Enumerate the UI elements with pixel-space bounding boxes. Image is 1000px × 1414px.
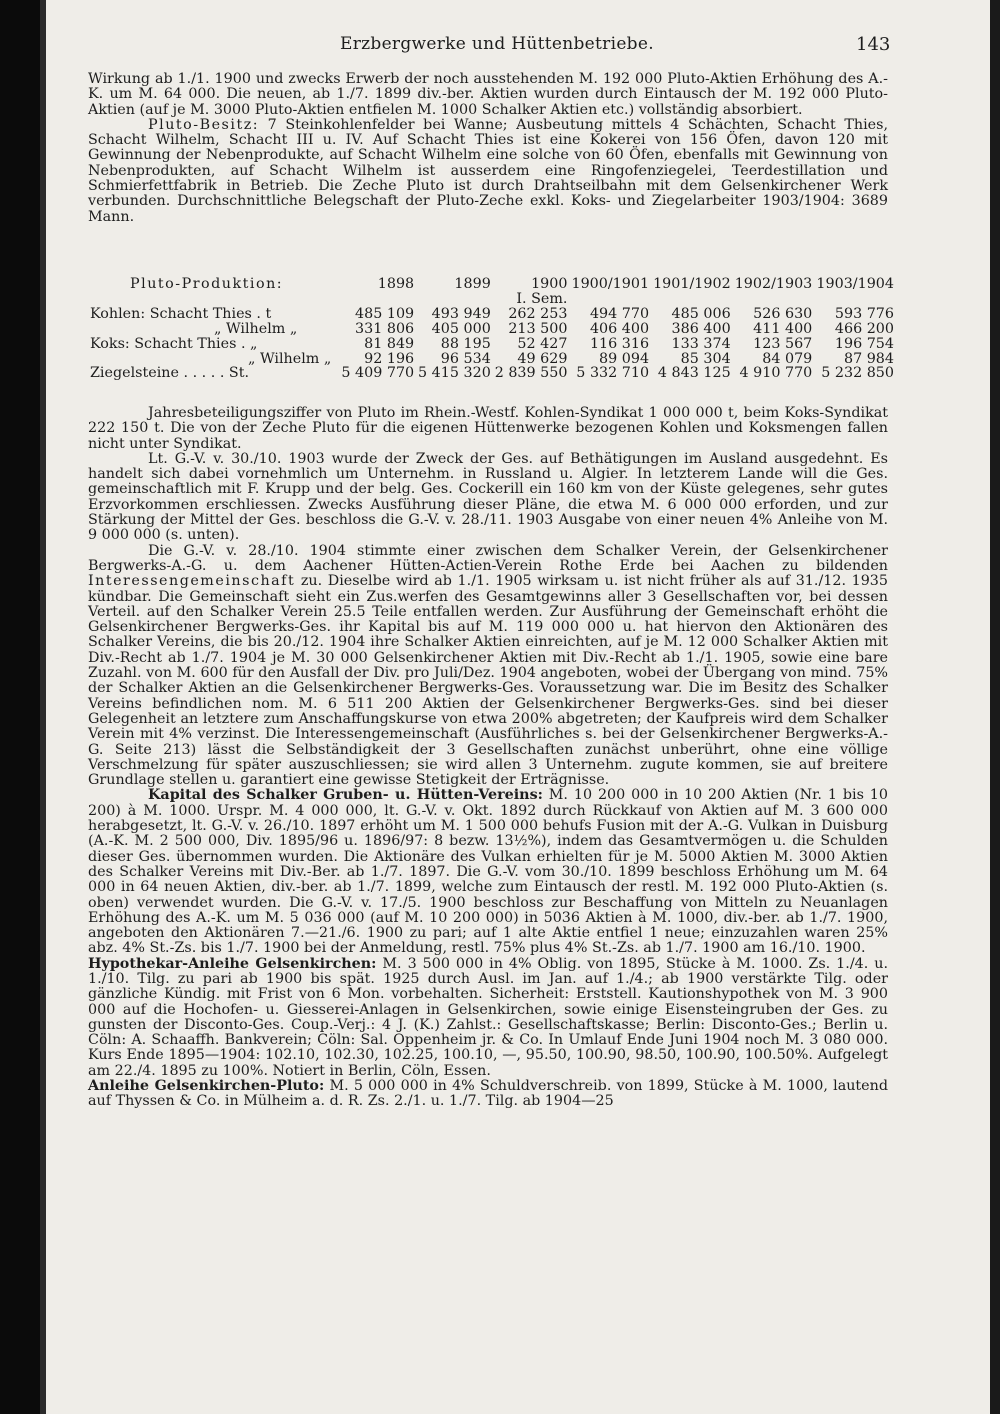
row-label: Ziegelsteine . . . . . St. <box>90 365 250 382</box>
table-cell: 494 770 <box>589 306 650 323</box>
section-body <box>88 406 888 1110</box>
paragraph-pluto-besitz <box>88 118 888 225</box>
table-cell: 213 500 <box>508 321 568 338</box>
table-cell: 5 232 850 <box>821 365 894 382</box>
page-right-edge <box>990 0 1000 1414</box>
year-1901-1902: 1901/1902 <box>653 276 731 292</box>
anleihe-pluto-label: Anleihe Gelsenkirchen-Pluto: <box>88 1078 325 1095</box>
paragraph-beteiligung: Jahresbeteiligungsziffer von Pluto im Rhein.-Westf. Kohlen-Syndikat 1 000 000 t, beim Koks-Syndikat 222 150 t. Die von der Zeche Pluto für die eigenen Hüttenwerke bezogenen Kohlen und Koksmengen fallen nicht unter Syndikat. <box>88 405 888 452</box>
table-cell: 485 109 <box>355 306 415 323</box>
row-label: Kohlen: Schacht Thies . t <box>90 306 272 323</box>
hypothekar-label: Hypothekar-Anleihe Gelsenkirchen: <box>88 955 377 972</box>
table-cell: 5 409 770 <box>341 365 415 382</box>
table-cell: 526 630 <box>753 306 813 323</box>
production-label: Pluto-Produktion: <box>130 276 284 292</box>
year-1899: 1899 <box>454 276 491 292</box>
running-header: Erzbergwerke und Hüttenbetriebe. <box>340 34 654 54</box>
table-cell: 85 304 <box>680 350 731 367</box>
table-cell: 466 200 <box>834 321 894 338</box>
table-cell: 5 415 320 <box>418 365 491 382</box>
table-cell: 331 806 <box>355 321 415 338</box>
table-cell: 485 006 <box>671 306 731 323</box>
year-1900-1901: 1900/1901 <box>571 276 650 292</box>
table-cell: 262 253 <box>508 306 568 323</box>
table-cell: 49 629 <box>517 350 568 367</box>
table-cell: 196 754 <box>834 335 894 352</box>
pluto-besitz-text: 7 Steinkohlenfelder bei Wanne; Ausbeutung mittels 4 Schächten, Schacht Thies, Schacht Wilhelm, Schacht III u. IV. Auf Schacht Thies ist eine Kokerei von 156 Öfen, davon 120 mit Gewinnung der Nebenprodukte, auf Schacht Wilhelm eine solche von 60 Öfen, ebenfalls mit Gewinnung von Nebenprodukten, auf Schacht Wilhelm ist ausserdem eine Ringofenziegelei, Teerdestillation und Schmierfettfabrik in Betrieb. Die Zeche Pluto ist durch Drahtseilbahn mit dem Gelsenkirchener Werk verbunden. Durchschnittliche Belegschaft der Pluto-Zeche exkl. Koks- und Ziegelarbeiter 1903/1904: 3689 Mann. <box>88 116 888 225</box>
section-top <box>88 72 888 225</box>
row-label: „ Wilhelm „ <box>248 350 332 367</box>
table-cell: 493 949 <box>431 306 491 323</box>
production-table <box>88 277 894 381</box>
page-number: 143 <box>856 34 891 55</box>
table-cell: 593 776 <box>834 306 894 323</box>
table-cell: 133 374 <box>671 335 731 352</box>
anleihe-pluto-text: M. 5 000 000 in 4% Schuldverschreib. von 1899, Stücke à M. 1000, lautend auf Thyssen & Co. in Mülheim a. d. R. Zs. 2./1. u. 1./7. Tilg. ab 1904—25 <box>88 1078 888 1110</box>
table-row <box>88 322 894 337</box>
table-cell: 4 843 125 <box>657 365 731 382</box>
pluto-besitz-label: Pluto-Besitz: <box>148 116 260 133</box>
table-cell: 4 910 770 <box>739 365 813 382</box>
year-1902-1903: 1902/1903 <box>734 276 813 292</box>
paragraph-anleihe-pluto <box>88 1079 888 1110</box>
table-cell: 96 534 <box>440 350 491 367</box>
table-cell: 81 849 <box>364 335 415 352</box>
paragraph-ausland: Lt. G.-V. v. 30./10. 1903 wurde der Zweck der Ges. auf Bethätigungen im Ausland ausgedehnt. Es handelt sich dabei vornehmlich um Unternehm. in Russland u. Algier. In letzterem Lande will die Ges. gemeinschaftlich mit F. Krupp und der belg. Ges. Cockerill ein 160 km von der Küste gelegenes, sehr gutes Erzvorkommen erschliessen. Zwecks Ausführung dieser Pläne, die etwa M. 6 000 000 erforden, und zur Stärkung der Mittel der Ges. beschloss die G.-V. v. 28./11. 1903 Ausgabe von einer neuen 4% Anleihe von M. 9 000 000 (s. unten). <box>88 450 888 544</box>
book-binding-edge <box>0 0 40 1414</box>
table-cell: 84 079 <box>762 350 813 367</box>
kapital-text: M. 10 200 000 in 10 200 Aktien (Nr. 1 bis 10 200) à M. 1000. Urspr. M. 4 000 000, lt. G.-V. v. Okt. 1892 durch Rückkauf von Aktien auf M. 3 600 000 herabgesetzt, lt. G.-V. v. 26./10. 1897 erhöht um M. 1 500 000 behufs Fusion mit der A.-G. Vulkan in Duisburg (A.-K. M. 2 500 000, Div. 1895/96 u. 1896/97: 8 bezw. 13½%), indem das Gesamtvermögen u. die Schulden dieser Ges. übernommen wurden. Die Aktionäre des Vulkan erhielten für je M. 5000 Aktien M. 3000 Aktien des Schalker Vereins mit Div.-Ber. ab 1./7. 1897. Die G.-V. vom 30./10. 1899 beschloss Erhöhung um M. 64 000 in 64 neuen Aktien, div.-ber. ab 1./7. 1899, welche zum Eintausch der restl. M. 192 000 Pluto-Aktien (s. oben) verwendet wurden. Die G.-V. v. 17./5. 1900 beschloss zur Beschaffung von Mitteln zu Neuanlagen Erhöhung des A.-K. um M. 5 036 000 (auf M. 10 200 000) in 5036 Aktien à M. 1000, div.-ber. ab 1./7. 1900, angeboten den Aktionären 7.—21./6. 1900 zu pari; auf 1 alte Aktie entfiel 1 neue; einzuzahlen waren 25% abz. 4% St.-Zs. bis 1./7. 1900 bei der Anmeldung, restl. 75% plus 4% St.-Zs. ab 1./7. 1900 am 16./10. 1900. <box>88 787 888 957</box>
year-1903-1904: 1903/1904 <box>816 276 894 292</box>
table-row <box>88 352 894 367</box>
table-cell: 116 316 <box>589 335 650 352</box>
table-cell: 386 400 <box>671 321 731 338</box>
row-label: Koks: Schacht Thies . „ <box>90 335 258 352</box>
table-cell: 87 984 <box>843 350 894 367</box>
book-binding-shadow <box>40 0 46 1414</box>
interessengemeinschaft-term: Interessengemeinschaft <box>88 573 296 590</box>
table-cell: 52 427 <box>517 335 568 352</box>
table-cell: 411 400 <box>753 321 813 338</box>
year-1900: 1900 I. Sem. <box>516 276 568 307</box>
table-cell: 406 400 <box>589 321 650 338</box>
table-cell: 89 094 <box>599 350 650 367</box>
table-cell: 2 839 550 <box>494 365 568 382</box>
table-cell: 92 196 <box>364 350 415 367</box>
production-header-row <box>88 277 894 307</box>
kapital-label: Kapital des Schalker Gruben- u. Hütten-Vereins: <box>148 787 543 804</box>
table-cell: 88 195 <box>440 335 491 352</box>
hypothekar-text: M. 3 500 000 in 4% Oblig. von 1895, Stücke à M. 1000. Zs. 1./4. u. 1./10. Tilg. zu pari ab 1900 bis spät. 1925 durch Ausl. im Jan. auf 1./4.; ab 1900 verstärkte Tilg. oder gänzliche Kündig. mit Frist von 6 Mon. vorbehalten. Sicherheit: Erststell. Kautionshypothek von M. 3 900 000 auf die Hochofen- u. Giesserei-Anlagen in Gelsenkirchen, sowie einige Eisensteingruben der Ges. zu gunsten der Disconto-Ges. Coup.-Verj.: 4 J. (K.) Zahlst.: Gesellschaftskasse; Berlin: Disconto-Ges.; Berlin u. Cöln: A. Schaaffh. Bankverein; Cöln: Sal. Oppenheim jr. & Co. In Umlauf Ende Juni 1904 noch M. 3 080 000. Kurs Ende 1895—1904: 102.10, 102.30, 102.25, 100.10, —, 95.50, 100.90, 98.50, 100.90, 100.50%. Aufgelegt am 22./4. 1895 zu 100%. Notiert in Berlin, Cöln, Essen. <box>88 955 889 1079</box>
year-1898: 1898 <box>377 276 415 292</box>
table-cell: 123 567 <box>753 335 813 352</box>
table-row <box>88 307 894 322</box>
table-row <box>88 366 894 381</box>
paragraph-kapital <box>88 788 888 956</box>
subheader-sem: I. Sem. <box>516 290 568 307</box>
row-label: „ Wilhelm „ <box>214 321 298 338</box>
paragraph-wirkung: Wirkung ab 1./1. 1900 und zwecks Erwerb der noch ausstehenden M. 192 000 Pluto-Aktien Erhöhung des A.-K. um M. 64 000. Die neuen, ab 1./7. 1899 div.-ber. Aktien wurden durch Eintausch der M. 192 000 Pluto-Aktien (auf je M. 3000 Pluto-Aktien entfielen M. 1000 Schalker Aktien etc.) vollständig absorbiert. <box>88 71 888 118</box>
paragraph-interessengemeinschaft: Die G.-V. v. 28./10. 1904 stimmte einer zwischen dem Schalker Verein, der Gelsenkirchener Bergwerks-A.-G. u. dem Aachener Hütten-Actien-Verein Rothe Erde bei Aachen zu bildenden Interessengemeinschaft zu. Dieselbe wird ab 1./1. 1905 wirksam u. ist nicht früher als auf 31./12. 1935 kündbar. Die Gemeinschaft sieht ein Zus.werfen des Gesamtgewinns aller 3 Gesellschaften vor, bei dessen Verteil. auf den Schalker Verein 25.5 Teile entfallen werden. Zur Ausführung der Gemeinschaft erhöht die Gelsenkirchener Bergwerks-Ges. ihr Kapital bis auf M. 119 000 000 u. hat hiervon den Aktionären des Schalker Vereins, die bis 20./12. 1904 ihre Schalker Aktien einreichten, auf je M. 12 000 Schalker Aktien mit Div.-Recht ab 1./7. 1904 je M. 30 000 Gelsenkirchener Aktien mit Div.-Recht ab 1./1. 1905, sowie eine bare Zuzahl. von M. 600 für den Ausfall der Div. pro Juli/Dez. 1904 angeboten, wobei der Übergang von mind. 75% der Schalker Aktien an die Gelsenkirchener Bergwerks-Ges. Voraussetzung war. Die im Besitz des Schalker Vereins befindlichen nom. M. 6 511 200 Aktien der Gelsenkirchener Bergwerks-Ges. sind bei dieser Gelegenheit an letztere zum Anschaffungskurse von etwa 200% abgetreten; der Kaufpreis wird dem Schalker Verein mit 4% verzinst. Die Interessengemeinschaft (Ausführliches s. bei der Gelsenkirchener Bergwerks-A.-G. Seite 213) lässt die Selbständigkeit der 3 Gesellschaften zunächst unberührt, ohne eine völlige Verschmelzung für später auszuschliessen; sie wird allen 3 Unternehm. zugute kommen, sie auf breitere Grundlage stellen u. garantiert eine gewisse Stetigkeit der Erträgnisse. <box>88 542 889 789</box>
table-cell: 5 332 710 <box>576 365 650 382</box>
table-row <box>88 337 894 352</box>
paragraph-hypothekar-anleihe <box>88 957 888 1079</box>
table-cell: 405 000 <box>431 321 491 338</box>
